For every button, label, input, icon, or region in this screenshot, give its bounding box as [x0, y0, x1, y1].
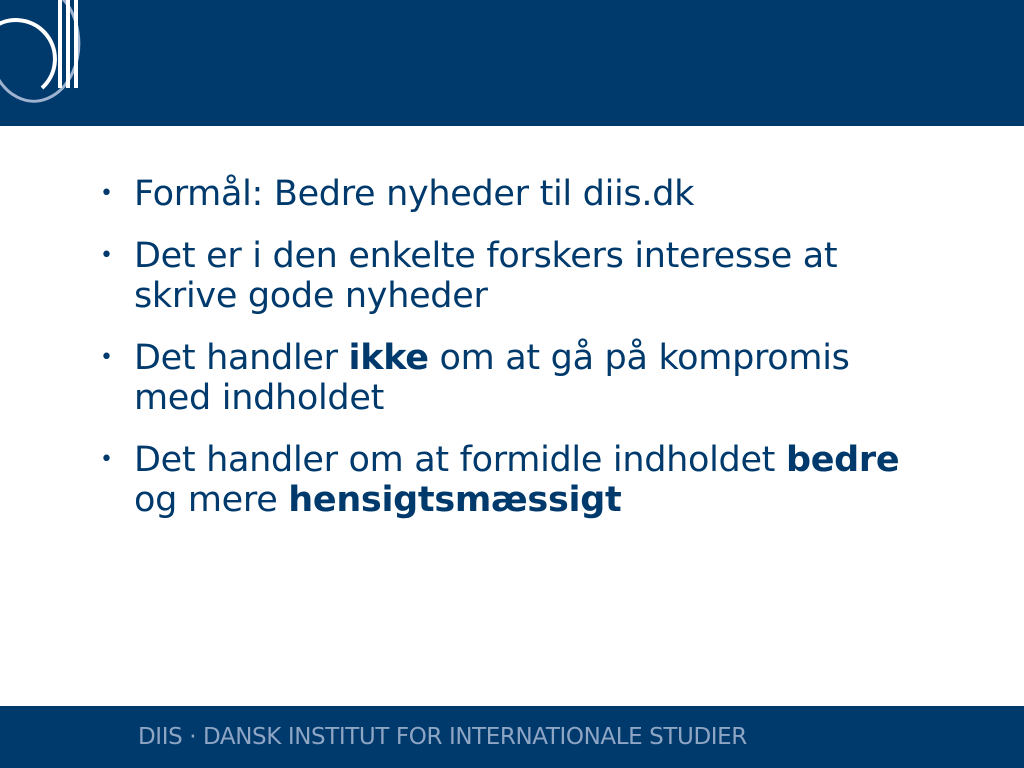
- header-band: [0, 0, 1024, 126]
- footer-band: [0, 706, 1024, 768]
- slide-content: [96, 174, 926, 542]
- bullet-dot-icon: •: [100, 447, 113, 472]
- bullet-dot-icon: •: [100, 345, 113, 370]
- bullet-dot-icon: •: [100, 181, 113, 206]
- bullet-text: Formål: Bedre nyheder til diis.dk: [134, 174, 695, 214]
- bullet-emphasis: bedre: [785, 440, 900, 480]
- bullet-text: Det er i den enkelte forskers interesse at skrive gode nyheder: [134, 236, 838, 316]
- bullet-item: [96, 338, 926, 418]
- bullet-emphasis: hensigtsmæssigt: [288, 480, 622, 520]
- bullet-emphasis: ikke: [348, 338, 429, 378]
- bullet-text: Det handler: [134, 338, 349, 378]
- footer-text: DIIS · DANSK INSTITUT FOR INTERNATIONALE STUDIER: [138, 724, 747, 750]
- bullet-text: Det handler om at formidle indholdet: [134, 440, 786, 480]
- bullet-text: om at gå på kompromis med indholdet: [134, 338, 850, 418]
- bullet-item: [96, 440, 926, 520]
- bullet-item: [96, 236, 926, 316]
- bullet-text: og mere: [134, 480, 289, 520]
- bullet-dot-icon: •: [100, 243, 113, 268]
- bullet-list: [96, 174, 926, 520]
- bullet-item: [96, 174, 926, 214]
- diis-logo-icon: [0, 0, 120, 126]
